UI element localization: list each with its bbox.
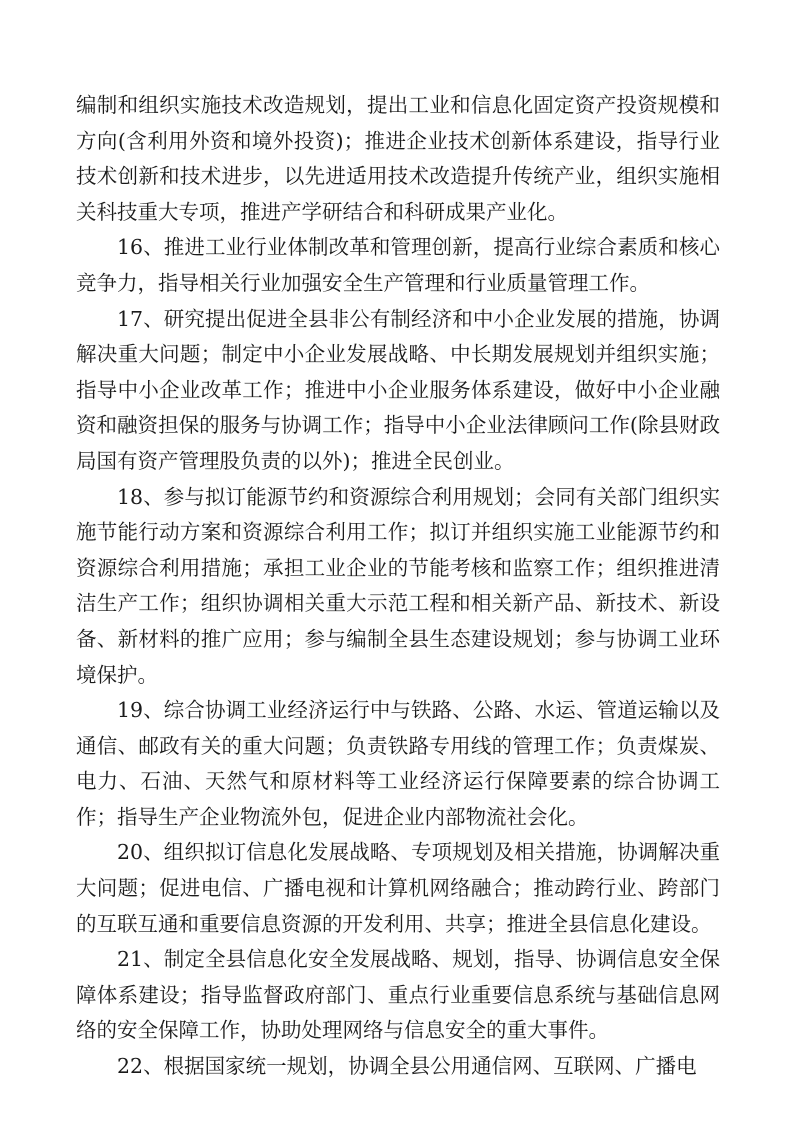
paragraph-21: 21、制定全县信息化安全发展战略、规划，指导、协调信息安全保障体系建设；指导监督政府部门、重点行业重要信息系统与基础信息网络的安全保障工作，协助处理网络与信息安全的重大事件。 xyxy=(76,947,720,1043)
paragraph-22: 22、根据国家统一规划，协调全县公用通信网、互联网、广播电 xyxy=(117,1054,697,1079)
paragraph-18: 18、参与拟订能源节约和资源综合利用规划；会同有关部门组织实施节能行动方案和资源综合利用工作；拟订并组织实施工业能源节约和资源综合利用措施；承担工业企业的节能考核和监察工作；组织推进清洁生产工作；组织协调相关重大示范工程和相关新产品、新技术、新设备、新材料的推广应用；参与编制全县生态建设规划；参与协调工业环境保护。 xyxy=(76,484,720,687)
document-page xyxy=(76,88,720,1085)
paragraph-15-continued: 编制和组织实施技术改造规划，提出工业和信息化固定资产投资规模和方向(含利用外资和境外投资)；推进企业技术创新体系建设，指导行业技术创新和技术进步，以先进适用技术改造提升传统产业，组织实施相关科技重大专项，推进产学研结合和科研成果产业化。 xyxy=(76,93,720,224)
paragraph-20: 20、组织拟订信息化发展战略、专项规划及相关措施，协调解决重大问题；促进电信、广播电视和计算机网络融合；推动跨行业、跨部门的互联互通和重要信息资源的开发利用、共享；推进全县信息化建设。 xyxy=(76,840,720,936)
paragraph-16: 16、推进工业行业体制改革和管理创新，提高行业综合素质和核心竞争力，指导相关行业加强安全生产管理和行业质量管理工作。 xyxy=(76,235,720,295)
paragraph-19: 19、综合协调工业经济运行中与铁路、公路、水运、管道运输以及通信、邮政有关的重大问题；负责铁路专用线的管理工作；负责煤炭、电力、石油、天然气和原材料等工业经济运行保障要素的综合协调工作；指导生产企业物流外包，促进企业内部物流社会化。 xyxy=(76,698,720,829)
paragraph-17: 17、研究提出促进全县非公有制经济和中小企业发展的措施，协调解决重大问题；制定中小企业发展战略、中长期发展规划并组织实施；指导中小企业改革工作；推进中小企业服务体系建设，做好中小企业融资和融资担保的服务与协调工作；指导中小企业法律顾问工作(除县财政局国有资产管理股负责的以外)；推进全民创业。 xyxy=(76,306,720,473)
